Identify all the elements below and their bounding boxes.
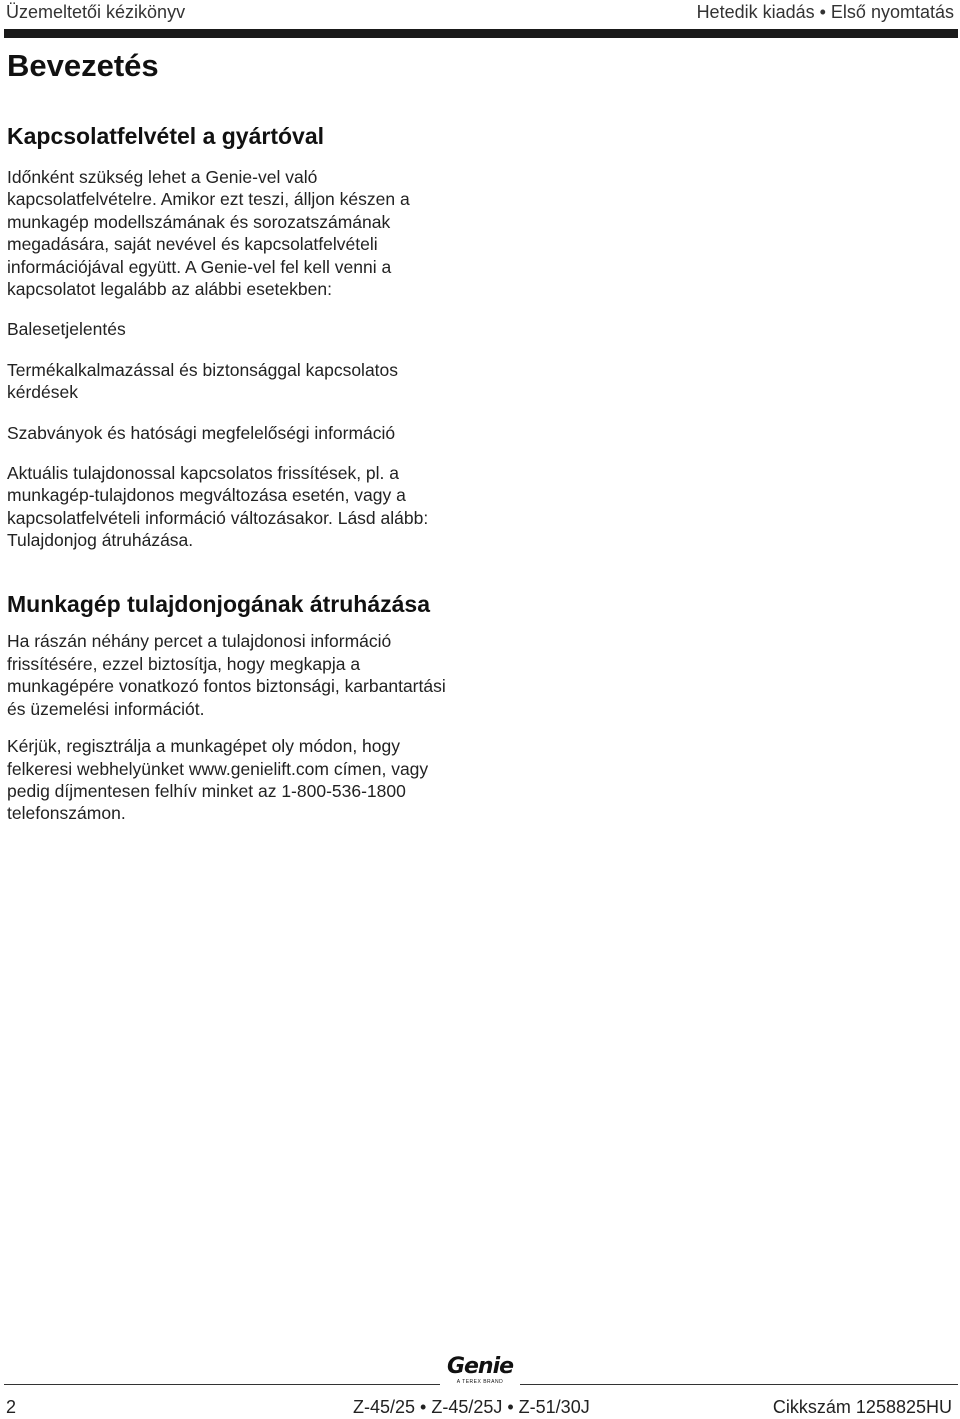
manual-title: Üzemeltetői kézikönyv [6,2,186,22]
section-heading-contact: Kapcsolatfelvétel a gyártóval [7,123,325,149]
logo-wordmark: Genie [446,1354,514,1379]
paragraph-standards: Szabványok és hatósági megfelelőségi információ [7,422,396,443]
page-title: Bevezetés [7,48,159,83]
edition-info: Hetedik kiadás • Első nyomtatás [696,2,954,22]
main-content [7,122,459,825]
paragraph-product-safety: Termékalkalmazással és biztonsággal kapcsolatos kérdések [7,359,399,403]
part-number: Cikkszám 1258825HU [772,1397,952,1417]
paragraph-ownership-info: Ha rászán néhány percet a tulajdonosi információ frissítésére, ezzel biztosítja, hogy megkapja a munkagépére vonatkozó fontos biztonsági, karbantartási és üzemelési információt. [7,631,446,719]
paragraph-owner-updates: Aktuális tulajdonossal kapcsolatos frissítések, pl. a munkagép-tulajdonos megváltozása esetén, vagy a kapcsolatfelvételi információ változásakor. Lásd alább: Tulajdonjog átruházása. [7,462,429,551]
genie-logo [440,1355,520,1395]
page-number: 2 [6,1397,17,1417]
paragraph-accident-report: Balesetjelentés [7,319,126,340]
logo-tagline: A TEREX BRAND [456,1379,504,1385]
header-rule [4,29,958,38]
section-heading-ownership: Munkagép tulajdonjogának átruházása [7,590,431,617]
model-list: Z-45/25 • Z-45/25J • Z-51/30J [353,1397,590,1417]
paragraph-registration: Kérjük, regisztrálja a munkagépet oly módon, hogy felkeresi webhelyünket www.genielift.com címen, vagy pedig díjmentesen felhív minket az 1-800-536-1800 telefonszámon. [7,736,429,824]
paragraph-intro: Időnként szükség lehet a Genie-vel való kapcsolatfelvételre. Amikor ezt teszi, álljon készen a munkagép modellszámának és sorozatszámának megadására, saját nevével és kapcsolatfelvételi információjával együtt. A Genie-vel fel kell venni a kapcsolatot legalább az alábbi esetekben: [7,166,410,299]
